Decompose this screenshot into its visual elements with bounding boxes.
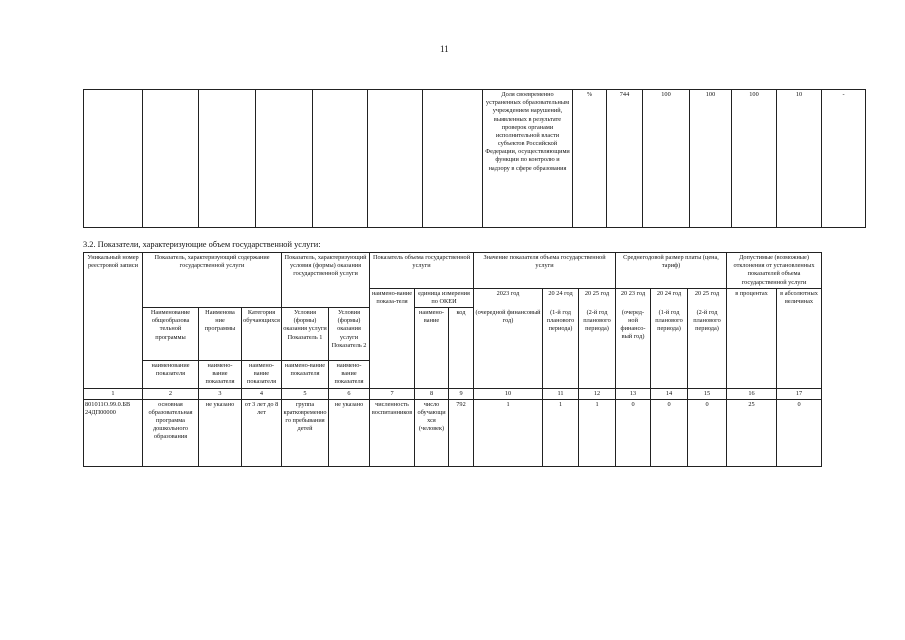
column-number: 13 — [616, 388, 651, 399]
header-content-3: Категория обучающихся — [242, 308, 282, 361]
column-number: 5 — [282, 388, 329, 399]
row-value-2024: 1 — [543, 399, 579, 466]
header-volume-values: Значение показателя объема государственной услуги — [474, 253, 616, 289]
empty-cell — [143, 90, 199, 228]
row-value-2025: 1 — [579, 399, 616, 466]
value-2025: 100 — [732, 90, 777, 228]
column-number: 10 — [474, 388, 543, 399]
header-in-absolute: в абсолютных величинах — [777, 288, 822, 388]
header-avg-price: Среднегодовой размер платы (цена, тариф) — [616, 253, 727, 289]
row-form: группа кратковременного пребывания детей — [282, 399, 329, 466]
row-deviation-percent: 25 — [727, 399, 777, 466]
volume-indicators-table — [83, 252, 822, 467]
okei-code-cell: 744 — [607, 90, 643, 228]
header-year-2023-sub: (очередной финансовый год) — [474, 308, 543, 389]
column-number: 7 — [370, 388, 415, 399]
page-number: 11 — [440, 44, 449, 54]
header-price-2024-sub: (1-й год планового периода) — [651, 308, 688, 389]
empty-cell — [256, 90, 313, 228]
quality-table-continuation — [83, 89, 866, 228]
header-name-label: наимено-вание показателя — [329, 361, 370, 389]
empty-cell — [313, 90, 368, 228]
column-number: 8 — [415, 388, 449, 399]
header-content-2: Наименова ние программы — [199, 308, 242, 361]
header-unit-code: код — [449, 308, 474, 389]
header-condition-2: Условия (формы) оказания услуги Показатель 2 — [329, 308, 370, 361]
header-condition-1: Условия (формы) оказания услуги Показатель 1 — [282, 308, 329, 361]
header-name-label: наимено-вание показателя — [242, 361, 282, 389]
header-conditions-indicator: Показатель, характеризующий условия (формы) оказания государственной услуги — [282, 253, 370, 308]
value-2024: 100 — [690, 90, 732, 228]
header-price-2025: 20 25 год — [688, 288, 727, 307]
column-number-row — [84, 388, 822, 399]
row-unique-number: 801011О.99.0.БВ 24ДП00000 — [84, 399, 143, 466]
unit-cell: % — [573, 90, 607, 228]
header-year-2024: 20 24 год — [543, 288, 579, 307]
header-price-2023-sub: (очеред-ной финансо-вый год) — [616, 308, 651, 389]
header-year-2025-sub: (2-й год планового периода) — [579, 308, 616, 389]
column-number: 9 — [449, 388, 474, 399]
header-indicator-name: наимено-вание показа-теля — [370, 288, 415, 388]
empty-cell — [423, 90, 483, 228]
indicator-name: Доля своевременно устраненных образовательным учреждением нарушений, выявленных в результате проверок органами исполнительной власти субъектов Российской Федерации, осуществляющими функции по контролю и надзору в сфере образования — [483, 90, 573, 228]
header-price-2025-sub: (2-й год планового периода) — [688, 308, 727, 389]
header-volume-indicator: Показатель объема государственной услуги — [370, 253, 474, 289]
header-in-percent: в процентах — [727, 288, 777, 388]
row-code: 792 — [449, 399, 474, 466]
empty-cell — [84, 90, 143, 228]
column-number: 14 — [651, 388, 688, 399]
empty-cell — [368, 90, 423, 228]
row-unit: число обучающихся (человек) — [415, 399, 449, 466]
header-year-2023: 2023 год — [474, 288, 543, 307]
column-number: 3 — [199, 388, 242, 399]
header-price-2023: 20 23 год — [616, 288, 651, 307]
row-deviation-absolute: 0 — [777, 399, 822, 466]
row-price-2023: 0 — [616, 399, 651, 466]
empty-cell — [199, 90, 256, 228]
column-number: 1 — [84, 388, 143, 399]
row-category: от 3 лет до 8 лет — [242, 399, 282, 466]
column-number: 15 — [688, 388, 727, 399]
header-deviations: Допустимые (возможные) отклонения от установленных показателей объема государственной услуги — [727, 253, 822, 289]
column-number: 12 — [579, 388, 616, 399]
header-name-label: наимено-вание показателя — [282, 361, 329, 389]
header-content-1: Наименование общеобразова тельной программы — [143, 308, 199, 361]
column-number: 11 — [543, 388, 579, 399]
header-unit-okei: единица измерения по ОКЕИ — [415, 288, 474, 307]
column-number: 6 — [329, 388, 370, 399]
table-row — [84, 399, 822, 466]
header-name-label: наименование показателя — [143, 361, 199, 389]
column-number: 17 — [777, 388, 822, 399]
row-program: основная образовательная программа дошкольного образования — [143, 399, 199, 466]
column-number: 16 — [727, 388, 777, 399]
row-price-2024: 0 — [651, 399, 688, 466]
header-content-indicator: Показатель, характеризующий содержание государственной услуги — [143, 253, 282, 308]
header-unique-number: Уникальный номер реестровой записи — [84, 253, 143, 389]
row-program-name: не указано — [199, 399, 242, 466]
header-name-label: наимено-вание показателя — [199, 361, 242, 389]
deviation-absolute: - — [822, 90, 866, 228]
value-2023: 100 — [643, 90, 690, 228]
header-price-2024: 20 24 год — [651, 288, 688, 307]
column-number: 2 — [143, 388, 199, 399]
deviation-percent: 10 — [777, 90, 822, 228]
row-value-2023: 1 — [474, 399, 543, 466]
header-year-2024-sub: (1-й год планового периода) — [543, 308, 579, 389]
header-unit-name: наимено-вание — [415, 308, 449, 389]
section-heading: 3.2. Показатели, характеризующие объем государственной услуги: — [83, 240, 321, 249]
header-year-2025: 20 25 год — [579, 288, 616, 307]
row-condition-2: не указано — [329, 399, 370, 466]
row-price-2025: 0 — [688, 399, 727, 466]
column-number: 4 — [242, 388, 282, 399]
row-indicator-name: численность воспитанников — [370, 399, 415, 466]
